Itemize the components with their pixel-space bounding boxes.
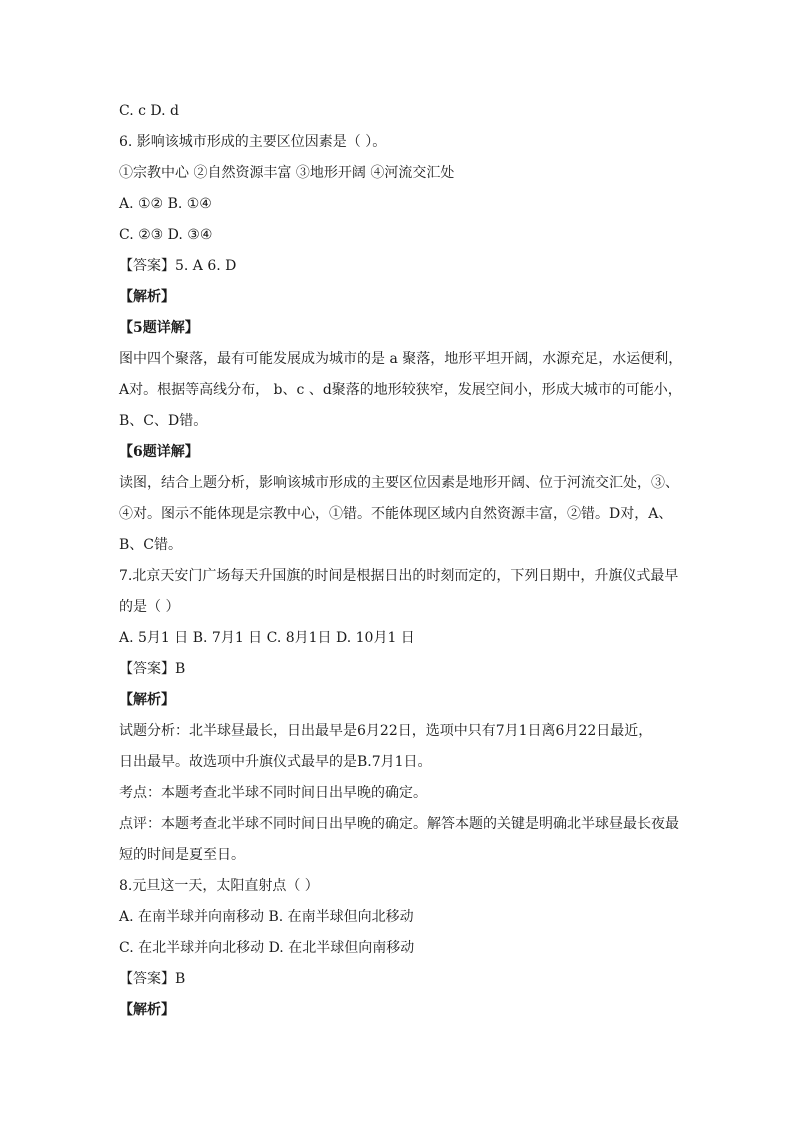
question-6-option-c-d: C. ②③ D. ③④: [119, 227, 213, 243]
question-8-option-a-b: A. 在南半球并向南移动 B. 在南半球但向北移动: [119, 909, 414, 925]
question-8-stem: 8.元旦这一天，太阳直射点（ ）: [119, 878, 319, 894]
detail-5-text: B、C、D错。: [119, 413, 208, 429]
question-7-stem: 的是（ ）: [119, 599, 180, 615]
detail-5-text: A对。根据等高线分布， b、c 、d聚落的地形较狭窄，发展空间小，形成大城市的可能小，: [119, 382, 682, 398]
detail-heading-6: 【6题详解】: [119, 444, 199, 460]
detail-5-text: 图中四个聚落，最有可能发展成为城市的是 a 聚落，地形平坦开阔，水源充足，水运便利，: [119, 351, 683, 367]
detail-6-text: 读图，结合上题分析，影响该城市形成的主要区位因素是地形开阔、位于河流交汇处，③、: [119, 475, 679, 491]
analysis-7-text: 试题分析：北半球昼最长，日出最早是6月22日，选项中只有7月1日离6月22日最近，: [119, 723, 653, 739]
option-line-c-d: C. c D. d: [119, 103, 179, 119]
document-page: [119, 96, 683, 1026]
question-8-option-c-d: C. 在北半球并向北移动 D. 在北半球但向南移动: [119, 940, 415, 956]
analysis-7-text: 日出最早。故选项中升旗仪式最早的是B.7月1日。: [119, 754, 432, 770]
answer-7: 【答案】B: [119, 661, 186, 677]
test-point-7: 考点：本题考查北半球不同时间日出早晚的确定。: [119, 785, 427, 801]
analysis-heading: 【解析】: [119, 289, 175, 305]
analysis-heading: 【解析】: [119, 692, 175, 708]
comment-7: 短的时间是夏至日。: [119, 847, 245, 863]
answer-5-6: 【答案】5. A 6. D: [119, 258, 237, 274]
analysis-heading: 【解析】: [119, 1002, 175, 1018]
detail-6-text: ④对。图示不能体现是宗教中心，①错。不能体现区域内自然资源丰富，②错。D对，A、: [119, 506, 673, 522]
comment-7: 点评：本题考查北半球不同时间日出早晚的确定。解答本题的关键是明确北半球昼最长夜最: [119, 816, 679, 832]
question-7-stem: 7.北京天安门广场每天升国旗的时间是根据日出的时刻而定的，下列日期中，升旗仪式最早: [119, 568, 679, 584]
answer-8: 【答案】B: [119, 971, 186, 987]
question-6-stem: 6. 影响该城市形成的主要区位因素是（ ）。: [119, 134, 387, 150]
question-7-options: A. 5月1 日 B. 7月1 日 C. 8月1日 D. 10月1 日: [119, 630, 415, 646]
detail-heading-5: 【5题详解】: [119, 320, 199, 336]
question-6-choices: ①宗教中心 ②自然资源丰富 ③地形开阔 ④河流交汇处: [119, 165, 455, 181]
question-6-option-a-b: A. ①② B. ①④: [119, 196, 212, 212]
detail-6-text: B、C错。: [119, 537, 182, 553]
